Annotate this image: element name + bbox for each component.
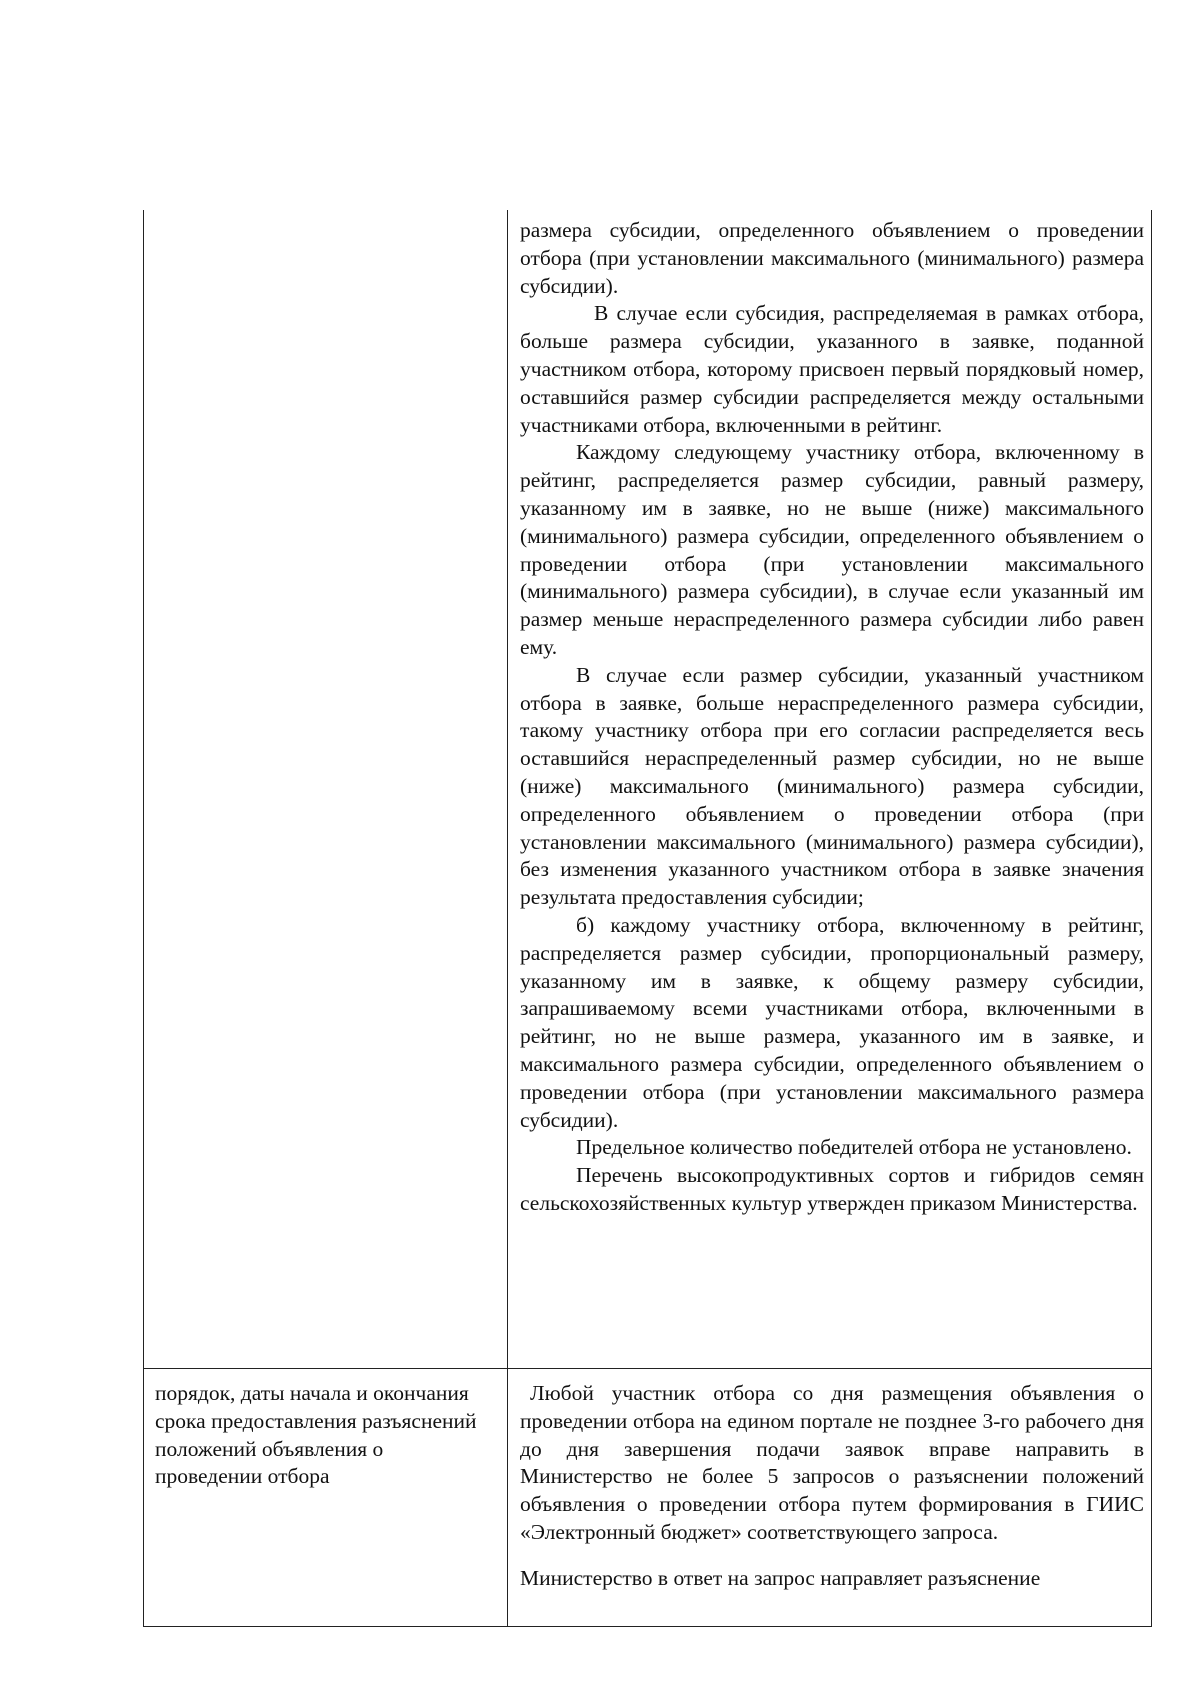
row2-right-cell	[520, 1380, 1144, 1593]
row2-label: порядок, даты начала и окончания срока предоставления разъяснений положений объявления о проведении отбора	[155, 1381, 477, 1489]
row1-paragraph-6: Предельное количество победителей отбора не установлено.	[576, 1135, 1132, 1160]
table-right-border	[1151, 210, 1152, 1627]
row1-paragraph-1: размера субсидии, определенного объявлением о проведении отбора (при установлении максимального (минимального) размера субсидии).	[520, 218, 1144, 298]
table-row-divider	[143, 1368, 1152, 1369]
table-column-divider	[507, 210, 508, 1627]
row1-paragraph-4: В случае если размер субсидии, указанный участником отбора в заявке, больше нераспределенного размера субсидии, такому участнику отбора при его согласии распределяется весь оставшийся нераспределенный размер субсидии, но не выше (ниже) максимального (минимального) размера субсидии, определенного объявлением о проведении отбора (при установлении максимального (минимального) размера субсидии), без изменения указанного участником отбора в заявке значения результата предоставления субсидии;	[520, 662, 1144, 910]
table-bottom-border	[143, 1626, 1152, 1627]
row2-left-cell	[155, 1380, 485, 1491]
row1-paragraph-7: Перечень высокопродуктивных сортов и гибридов семян сельскохозяйственных культур утвержден приказом Министерства.	[520, 1163, 1144, 1215]
row1-paragraph-3: Каждому следующему участнику отбора, включенному в рейтинг, распределяется размер субсидии, равный размеру, указанному им в заявке, но не выше (ниже) максимального (минимального) размера субсидии, определенного объявлением о проведении отбора (при установлении максимального (минимального) размера субсидии), в случае если указанный им размер меньше нераспределенного размера субсидии либо равен ему.	[520, 440, 1144, 659]
row2-paragraph-2: Министерство в ответ на запрос направляет разъяснение	[520, 1565, 1041, 1590]
row1-paragraph-2: В случае если субсидия, распределяемая в рамках отбора, больше размера субсидии, указанного в заявке, поданной участником отбора, которому присвоен первый порядковый номер, оставшийся размер субсидии распределяется между остальными участниками отбора, включенными в рейтинг.	[520, 301, 1144, 437]
row1-right-cell	[520, 217, 1144, 1218]
row1-paragraph-5: б) каждому участнику отбора, включенному в рейтинг, распределяется размер субсидии, пропорциональный размеру, указанному им в заявке, к общему размеру субсидии, запрашиваемому всеми участниками отбора, включенными в рейтинг, но не выше размера, указанного им в заявке, и максимального размера субсидии, определенного объявлением о проведении отбора (при установлении максимального размера субсидии).	[520, 912, 1144, 1132]
row2-paragraph-1: Любой участник отбора со дня размещения объявления о проведении отбора на едином портале не позднее 3-го рабочего дня до дня завершения подачи заявок вправе направить в Министерство не более 5 запросов о разъяснении положений объявления о проведении отбора путем формирования в ГИИС «Электронный бюджет» соответствующего запроса.	[520, 1381, 1144, 1544]
table-left-border	[143, 210, 144, 1627]
